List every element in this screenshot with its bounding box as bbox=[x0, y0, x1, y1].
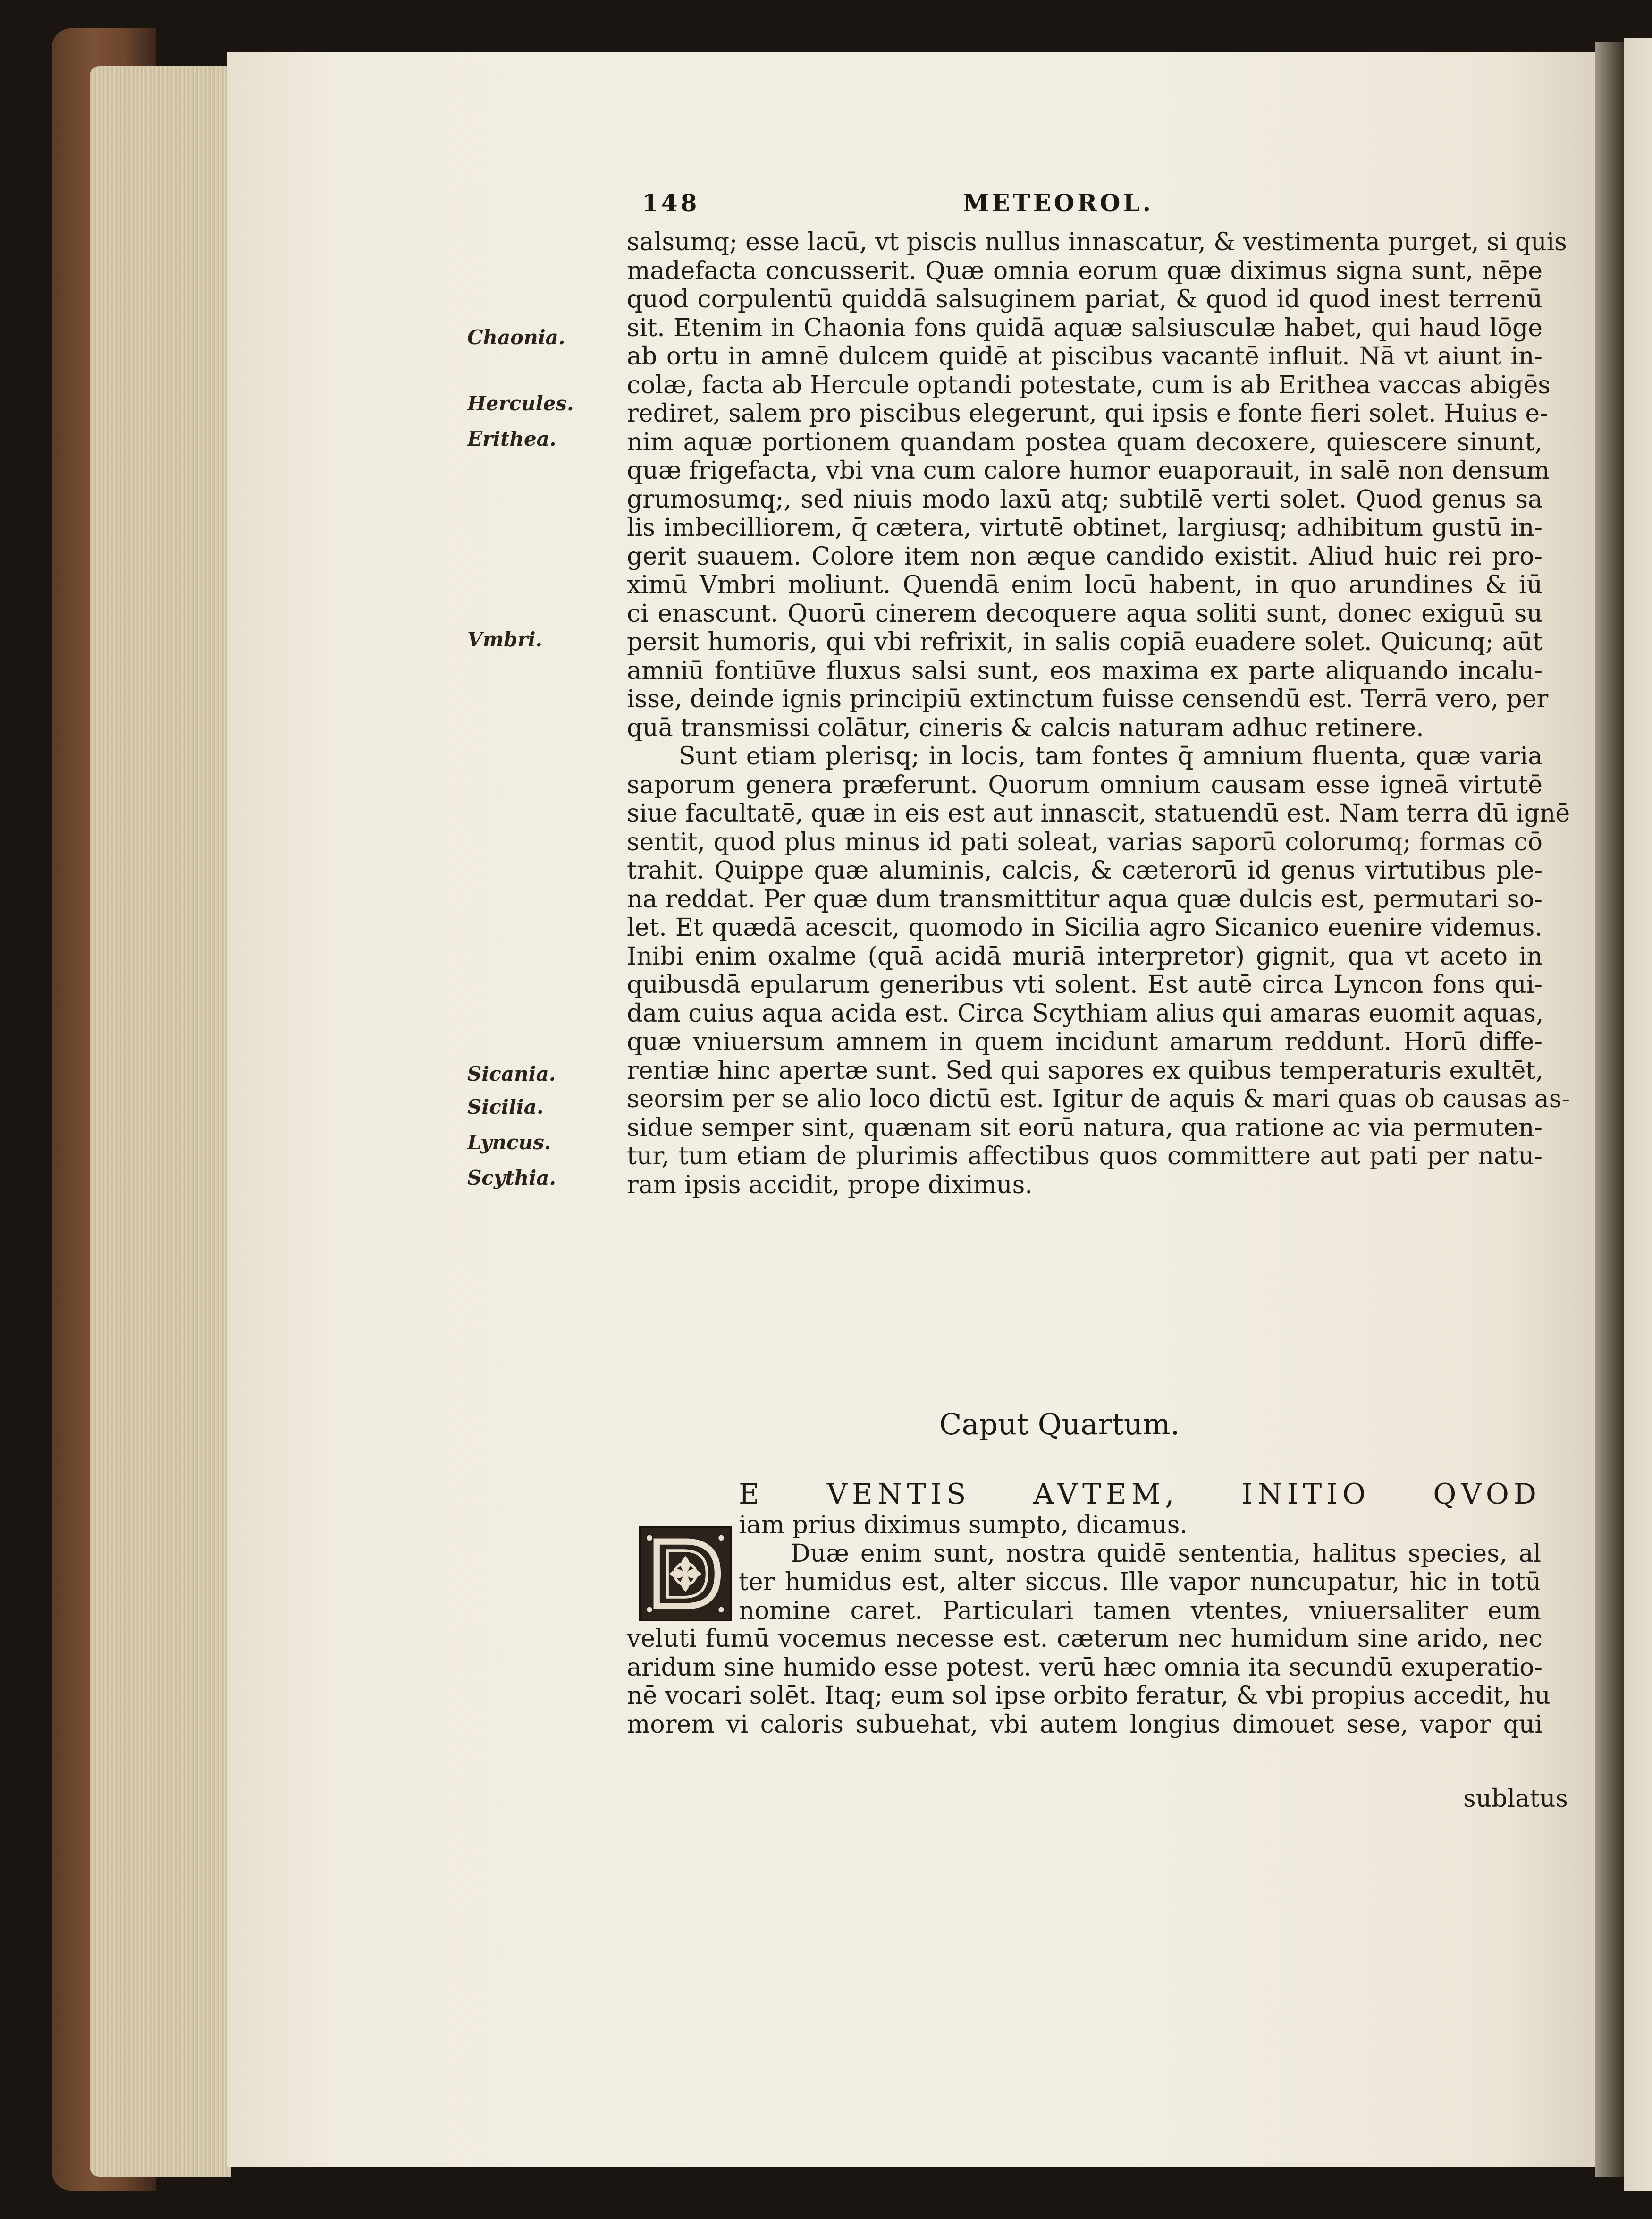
text-line: amniū fontiūve fluxus salsi sunt, eos maxima ex parte aliquando incalu- bbox=[627, 656, 1542, 685]
text-line: ram ipsis accidit, prope diximus. bbox=[627, 1170, 1033, 1199]
text-line: ter humidus est, alter siccus. Ille vapor nuncupatur, hic in totū bbox=[739, 1568, 1541, 1596]
text-line: sit. Etenim in Chaonia fons quidā aquæ salsiusculæ habet, qui haud lōge bbox=[627, 313, 1542, 342]
margin-note: Lyncus. bbox=[467, 1131, 551, 1154]
margin-note: Vmbri. bbox=[467, 628, 543, 651]
chapter-heading: Caput Quartum. bbox=[939, 1407, 1180, 1441]
text-line: quod corpulentū quiddā salsuginem pariat, & quod id quod inest terrenū bbox=[627, 285, 1542, 313]
margin-note: Sicilia. bbox=[467, 1095, 544, 1118]
text-line: tur, tum etiam de plurimis affectibus quos committere aut pati per natu- bbox=[627, 1142, 1542, 1170]
text-line: saporum genera præferunt. Quorum omnium causam esse igneā virtutē bbox=[627, 771, 1542, 799]
text-line: Sunt etiam plerisq; in locis, tam fontes q̄ amnium fluenta, quæ varia bbox=[679, 742, 1542, 771]
main-text-block bbox=[627, 228, 1570, 1199]
text-line: gerit suauem. Colore item non æque candido existit. Aliud huic rei pro- bbox=[627, 542, 1542, 571]
text-line: veluti fumū vocemus necesse est. cæterum nec humidum sine arido, nec bbox=[627, 1625, 1542, 1653]
text-line: aridum sine humido esse potest. verū hæc omnia ita secundū exuperatio- bbox=[627, 1653, 1542, 1682]
text-line: nē vocari solēt. Itaq; eum sol ipse orbito feratur, & vbi propius accedit, hu bbox=[627, 1682, 1551, 1710]
text-line: rediret, salem pro piscibus elegerunt, qui ipsis e fonte fieri solet. Huius e- bbox=[627, 399, 1548, 428]
text-line: ci enascunt. Quorū cinerem decoquere aqua soliti sunt, donec exiguū su bbox=[627, 599, 1542, 628]
text-line: seorsim per se alio loco dictū est. Igitur de aquis & mari quas ob causas as- bbox=[627, 1085, 1570, 1113]
text-line: grumosumq;, sed niuis modo laxū atq; subtilē verti solet. Quod genus sa bbox=[627, 485, 1542, 514]
margin-note: Hercules. bbox=[467, 392, 574, 415]
chapter-text-wide bbox=[627, 1625, 1551, 1739]
chapter-opening-caps: E VENTIS AVTEM, INITIO QVOD bbox=[739, 1478, 1541, 1511]
ornamental-letter-icon bbox=[641, 1528, 730, 1620]
margin-note: Chaonia. bbox=[467, 326, 565, 349]
text-line: isse, deinde ignis principiū extinctum fuisse censendū est. Terrā vero, per bbox=[627, 685, 1549, 713]
page-edges bbox=[90, 66, 231, 2177]
chapter-text-narrow bbox=[739, 1511, 1541, 1625]
running-header bbox=[642, 189, 1567, 222]
text-line: sentit, quod plus minus id pati soleat, varias saporū colorumq; formas cō bbox=[627, 828, 1542, 856]
catchword: sublatus bbox=[1463, 1785, 1568, 1813]
margin-note: Erithea. bbox=[467, 427, 556, 450]
text-line: quibusdā epularum generibus vti solent. Est autē circa Lyncon fons qui- bbox=[627, 971, 1542, 999]
text-line: persit humoris, qui vbi refrixit, in salis copiā euadere solet. Quicunq; aūt bbox=[627, 628, 1542, 656]
text-line: lis imbecilliorem, q̄ cætera, virtutē obtinet, largiusq; adhibitum gustū in- bbox=[627, 514, 1542, 542]
text-line: trahit. Quippe quæ aluminis, calcis, & cæterorū id genus virtutibus ple- bbox=[627, 856, 1542, 885]
text-line: iam prius diximus sumpto, dicamus. bbox=[739, 1511, 1188, 1539]
page-number: 148 bbox=[642, 189, 700, 217]
text-line: na reddat. Per quæ dum transmittitur aqua quæ dulcis est, permutari so- bbox=[627, 885, 1542, 914]
text-line: nim aquæ portionem quandam postea quam decoxere, quiescere sinunt, bbox=[627, 428, 1542, 457]
text-line: siue facultatē, quæ in eis est aut innascit, statuendū est. Nam terra dū ignē bbox=[627, 799, 1570, 828]
decorated-initial-d bbox=[639, 1526, 732, 1621]
margin-note: Sicania. bbox=[467, 1062, 556, 1085]
text-line: let. Et quædā acescit, quomodo in Sicilia agro Sicanico euenire videmus. bbox=[627, 914, 1542, 942]
text-line: morem vi caloris subuehat, vbi autem longius dimouet sese, vapor qui bbox=[627, 1710, 1542, 1739]
text-line: dam cuius aqua acida est. Circa Scythiam alius qui amaras euomit aquas, bbox=[627, 999, 1544, 1028]
text-line: quā transmissi colātur, cineris & calcis naturam adhuc retinere. bbox=[627, 713, 1424, 742]
text-line: ab ortu in amnē dulcem quidē at piscibus vacantē influit. Nā vt aiunt in- bbox=[627, 342, 1542, 371]
text-line: quæ vniuersum amnem in quem incidunt amarum reddunt. Horū diffe- bbox=[627, 1028, 1542, 1056]
facing-page-edge bbox=[1624, 38, 1652, 2191]
text-line: Inibi enim oxalme (quā acidā muriā interpretor) gignit, qua vt aceto in bbox=[627, 942, 1542, 971]
margin-note: Scythia. bbox=[467, 1166, 556, 1189]
text-line: ximū Vmbri moliunt. Quendā enim locū habent, in quo arundines & iū bbox=[627, 571, 1542, 599]
text-line: quæ frigefacta, vbi vna cum calore humor euaporauit, in salē non densum bbox=[627, 457, 1550, 485]
text-line: rentiæ hinc apertæ sunt. Sed qui sapores ex quibus temperaturis exultēt, bbox=[627, 1056, 1543, 1085]
text-line: Duæ enim sunt, nostra quidē sententia, halitus species, al bbox=[791, 1539, 1541, 1568]
text-line: sidue semper sint, quænam sit eorū natura, qua ratione ac via permuten- bbox=[627, 1113, 1542, 1142]
text-line: salsumq; esse lacū, vt piscis nullus innascatur, & vestimenta purget, si quis bbox=[627, 228, 1567, 256]
text-line: nomine caret. Particulari tamen vtentes, vniuersaliter eum bbox=[739, 1596, 1541, 1625]
text-line: madefacta concusserit. Quæ omnia eorum quæ diximus signa sunt, nēpe bbox=[627, 256, 1542, 285]
running-title: METEOROL. bbox=[963, 189, 1154, 217]
text-line: colæ, facta ab Hercule optandi potestate, cum is ab Erithea vaccas abigēs bbox=[627, 371, 1551, 399]
